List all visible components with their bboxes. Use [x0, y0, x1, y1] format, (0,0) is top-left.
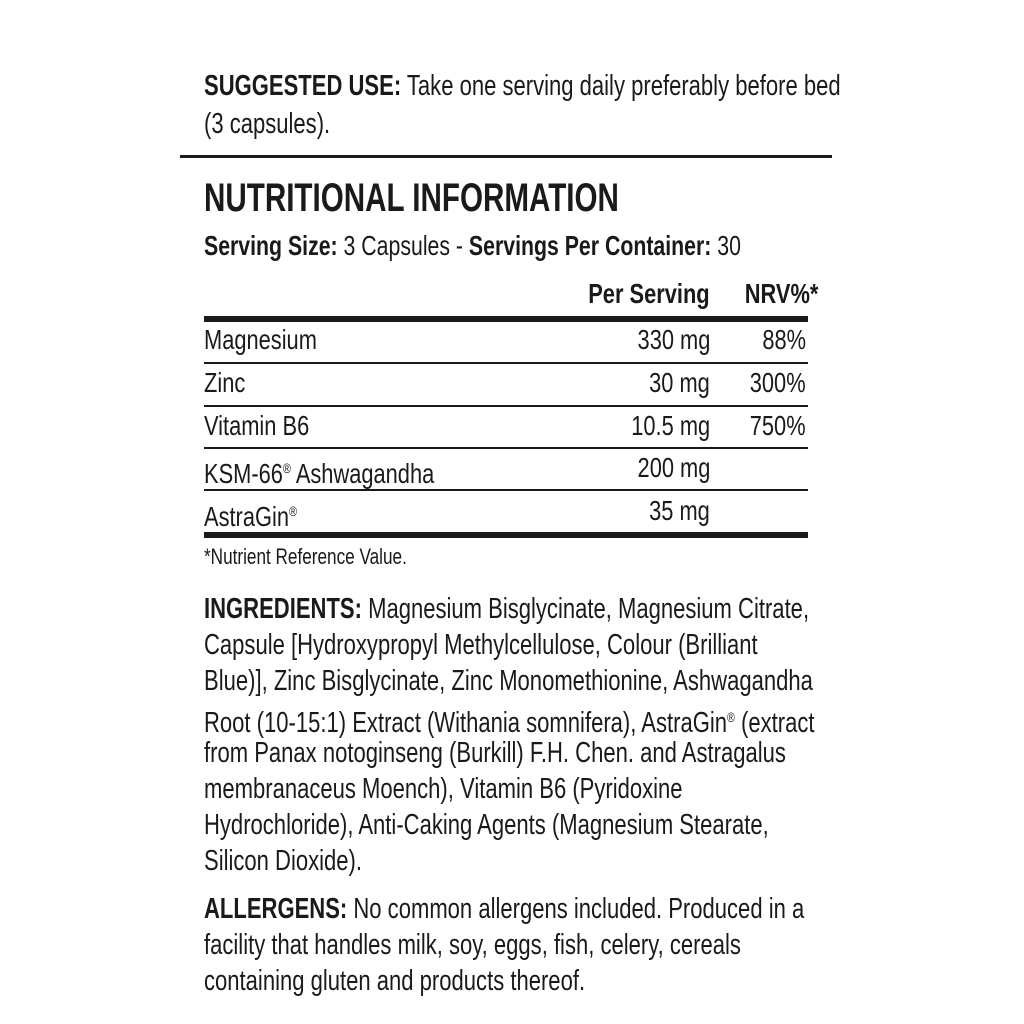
- serving-info: [204, 228, 1024, 264]
- column-header-nrv-wrap: [700, 277, 818, 311]
- nutrient-name: Magnesium: [204, 324, 317, 355]
- nrv-cell: [700, 409, 806, 443]
- registered-mark: ®: [288, 503, 298, 519]
- table-top-rule: [204, 316, 808, 322]
- table-row-divider: [204, 447, 808, 449]
- registered-mark: ®: [727, 709, 735, 725]
- ingredients-line-5: [204, 735, 1024, 771]
- nrv-footnote: *Nutrient Reference Value.: [204, 544, 407, 569]
- per-serving-value: 35 mg: [649, 495, 710, 526]
- serving-size-label: Serving Size:: [204, 230, 338, 261]
- ingredients-line-6: [204, 771, 1024, 807]
- per-serving-cell: [540, 323, 710, 357]
- suggested-use-label: SUGGESTED USE:: [204, 70, 402, 102]
- ingredients-text: membranaceus Moench), Vitamin B6 (Pyridoxine: [204, 773, 683, 805]
- per-serving-cell: [540, 366, 710, 400]
- ingredients-line-7: [204, 807, 1024, 843]
- ingredients-text: Capsule [Hydroxypropyl Methylcellulose, Colour (Brilliant: [204, 629, 758, 661]
- nrv-cell: [700, 494, 806, 528]
- table-row: [204, 451, 499, 491]
- serving-size-value: 3 Capsules -: [337, 230, 469, 261]
- per-serving-value: 10.5 mg: [631, 410, 710, 441]
- ingredients-text: Blue)], Zinc Bisglycinate, Zinc Monomethionine, Ashwagandha: [204, 665, 813, 697]
- ingredients-text: (extract: [734, 707, 815, 739]
- table-row: [204, 366, 257, 400]
- footnote-wrap: [204, 541, 464, 573]
- ingredients-line-8: [204, 843, 1024, 879]
- suggested-use-text: Take one serving daily preferably before bed: [401, 70, 841, 102]
- nutrition-heading-wrap: [204, 174, 765, 222]
- per-serving-value: 200 mg: [637, 452, 710, 483]
- suggested-use-line-2: [204, 106, 1024, 142]
- nrv-value: 750%: [750, 410, 806, 441]
- per-serving-value: 330 mg: [637, 324, 710, 355]
- allergens-label: ALLERGENS:: [204, 893, 348, 925]
- column-header-nrv: NRV%*: [744, 278, 818, 309]
- table-row-divider: [204, 405, 808, 407]
- servings-per-container-label: Servings Per Container:: [468, 230, 712, 261]
- ingredients-text: Silicon Dioxide).: [204, 845, 363, 877]
- per-serving-value: 30 mg: [649, 367, 710, 398]
- allergens-line-1: [204, 891, 1024, 927]
- suggested-use-line-1: [204, 68, 1024, 104]
- table-row-divider: [204, 362, 808, 364]
- nutrient-name: AstraGin: [204, 501, 289, 532]
- table-row: [204, 494, 323, 534]
- suggested-use-text-2: (3 capsules).: [204, 108, 331, 140]
- allergens-text: No common allergens included. Produced in a: [347, 893, 805, 925]
- nutrient-name: Zinc: [204, 367, 246, 398]
- allergens-line-3: [204, 963, 1024, 999]
- allergens-text: facility that handles milk, soy, eggs, fish, celery, cereals: [204, 929, 741, 961]
- ingredients-text: Magnesium Bisglycinate, Magnesium Citrate,: [361, 593, 810, 625]
- table-row: [204, 323, 349, 357]
- allergens-line-2: [204, 927, 1024, 963]
- nutrition-heading: NUTRITIONAL INFORMATION: [204, 176, 619, 220]
- registered-mark: ®: [282, 460, 291, 476]
- nutrient-name: KSM-66: [204, 458, 283, 489]
- ingredients-text: Root (10-15:1) Extract (Withania somnifera), AstraGin: [204, 707, 728, 739]
- ingredients-line-2: [204, 627, 1024, 663]
- allergens-text: containing gluten and products thereof.: [204, 965, 586, 997]
- per-serving-cell: [540, 409, 710, 443]
- section-divider: [180, 155, 832, 158]
- table-row: [204, 409, 339, 443]
- column-header-per-serving: Per Serving: [588, 278, 710, 309]
- nrv-cell: [700, 451, 806, 485]
- nrv-cell: [700, 366, 806, 400]
- nutrient-name-suffix: Ashwagandha: [290, 458, 435, 489]
- ingredients-line-1: [204, 591, 1024, 627]
- column-header-per-serving-wrap: [540, 277, 710, 311]
- ingredients-text: Hydrochloride), Anti-Caking Agents (Magnesium Stearate,: [204, 809, 769, 841]
- per-serving-cell: [540, 494, 710, 528]
- nrv-value: 300%: [750, 367, 806, 398]
- servings-per-container-value: 30: [711, 230, 741, 261]
- ingredients-line-3: [204, 663, 1024, 699]
- ingredients-text: from Panax notoginseng (Burkill) F.H. Chen. and Astragalus: [204, 737, 786, 769]
- ingredients-label: INGREDIENTS:: [204, 593, 362, 625]
- nutrient-name: Vitamin B6: [204, 410, 310, 441]
- per-serving-cell: [540, 451, 710, 485]
- nrv-cell: [700, 323, 806, 357]
- nrv-value: 88%: [762, 324, 806, 355]
